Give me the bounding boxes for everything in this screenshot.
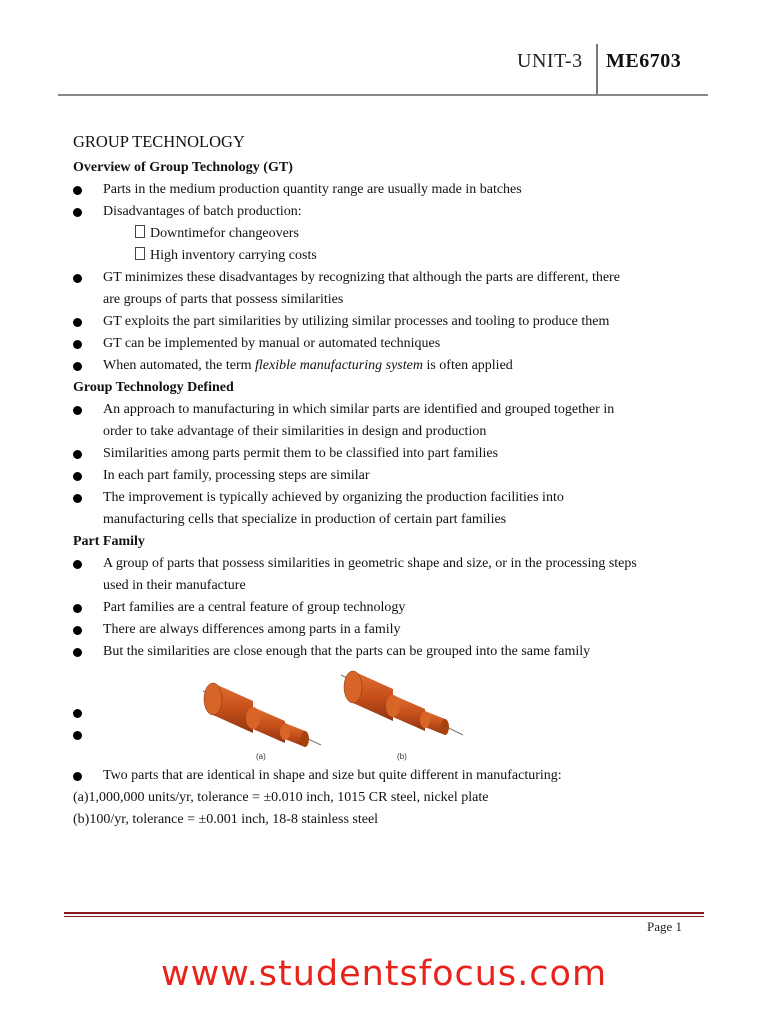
sub-list-item: High inventory carrying costs	[73, 245, 713, 267]
list-item: Disadvantages of batch production:	[73, 201, 713, 223]
square-bullet-icon	[135, 225, 145, 238]
part-family-figure	[73, 665, 713, 765]
footer-rule-thin	[64, 916, 704, 917]
bullet-icon	[73, 604, 82, 613]
bullet-icon	[73, 709, 82, 718]
two-parts-image	[201, 661, 471, 761]
part-a-image	[203, 683, 321, 761]
bullet-icon	[73, 472, 82, 481]
bullet-icon	[73, 274, 82, 283]
page-title: GROUP TECHNOLOGY	[73, 132, 245, 151]
section-heading-part-family: Part Family	[73, 534, 145, 549]
footer-rule	[64, 912, 704, 914]
bullet-icon	[73, 208, 82, 217]
bullet-icon	[73, 731, 82, 740]
bullet-icon	[73, 772, 82, 781]
emphasis-term: flexible manufacturing system	[255, 358, 423, 373]
bullet-icon	[73, 406, 82, 415]
bullet-icon	[73, 560, 82, 569]
empty-bullets	[73, 709, 82, 753]
list-item: GT can be implemented by manual or automated techniques	[73, 333, 713, 355]
list-item: Parts in the medium production quantity range are usually made in batches	[73, 179, 713, 201]
bullet-icon	[73, 340, 82, 349]
course-code: ME6703	[606, 50, 682, 72]
list-item: GT minimizes these disadvantages by recognizing that although the parts are different, there are groups of parts that possess similarities	[73, 267, 713, 311]
section-heading-defined: Group Technology Defined	[73, 380, 234, 395]
bullet-icon	[73, 648, 82, 657]
website-watermark: www.studentsfocus.com	[160, 954, 608, 994]
spec-line-b: (b)100/yr, tolerance = ±0.001 inch, 18-8 stainless steel	[73, 812, 379, 827]
document-body	[73, 131, 713, 831]
list-item: When automated, the term flexible manufacturing system is often applied	[73, 355, 713, 377]
bullet-icon	[73, 186, 82, 195]
list-item: An approach to manufacturing in which similar parts are identified and grouped together in order to take advantage of their similarities in design and production	[73, 399, 713, 443]
bullet-icon	[73, 362, 82, 371]
list-item: There are always differences among parts in a family	[73, 619, 713, 641]
page-number: Page 1	[647, 919, 683, 934]
section-heading-overview: Overview of Group Technology (GT)	[73, 160, 293, 175]
part-b-image	[341, 671, 463, 761]
bullet-icon	[73, 450, 82, 459]
list-item: Similarities among parts permit them to be classified into part families	[73, 443, 713, 465]
figure-label-b: (b)	[397, 752, 407, 761]
list-item: A group of parts that possess similarities in geometric shape and size, or in the processing steps used in their manufacture	[73, 553, 713, 597]
unit-label: UNIT-3	[517, 50, 583, 72]
spec-line-a: (a)1,000,000 units/yr, tolerance = ±0.010 inch, 1015 CR steel, nickel plate	[73, 790, 489, 805]
list-item: In each part family, processing steps are similar	[73, 465, 713, 487]
figure-label-a: (a)	[256, 752, 266, 761]
list-item: The improvement is typically achieved by organizing the production facilities into manufacturing cells that specialize in production of certain part families	[73, 487, 713, 531]
list-item: Two parts that are identical in shape and size but quite different in manufacturing:	[73, 765, 713, 787]
bullet-icon	[73, 494, 82, 503]
header-rule	[58, 94, 708, 96]
square-bullet-icon	[135, 247, 145, 260]
header-divider	[596, 44, 598, 94]
list-item: GT exploits the part similarities by utilizing similar processes and tooling to produce them	[73, 311, 713, 333]
bullet-icon	[73, 626, 82, 635]
sub-list-item: Downtimefor changeovers	[73, 223, 713, 245]
list-item: Part families are a central feature of group technology	[73, 597, 713, 619]
bullet-icon	[73, 318, 82, 327]
list-item: But the similarities are close enough that the parts can be grouped into the same family	[73, 641, 713, 663]
